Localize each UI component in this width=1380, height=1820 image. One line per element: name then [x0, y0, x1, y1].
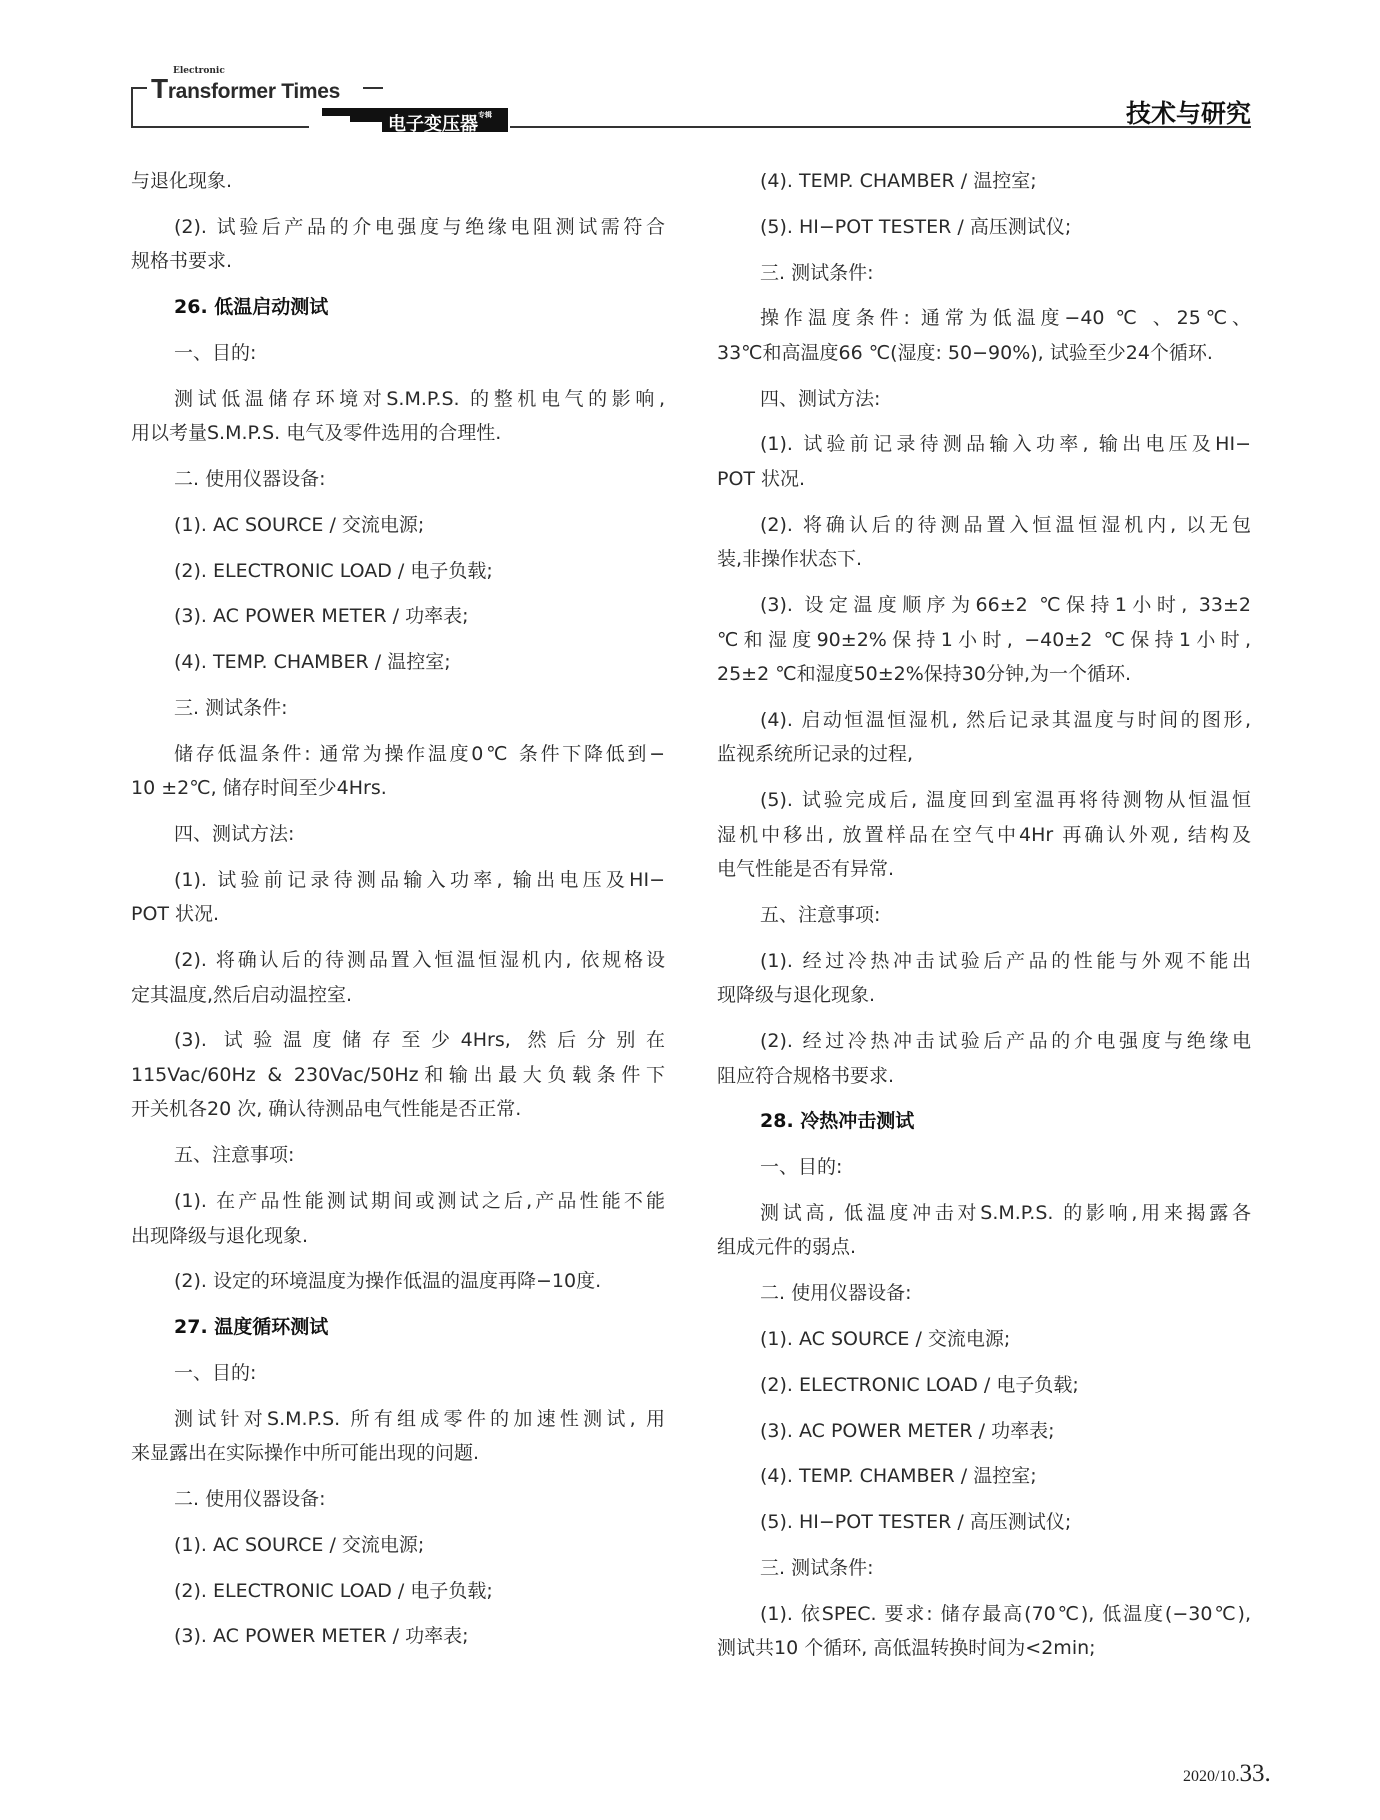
text-line: (2). 经过冷热冲击试验后产品的介电强度与绝缘电: [760, 1030, 1251, 1053]
text-line: 测试低温储存环境对S.M.P.S. 的整机电气的影响,: [174, 387, 665, 410]
paragraph: [717, 1196, 1251, 1265]
text-line: 三. 测试条件:: [760, 261, 874, 284]
left-column: [131, 164, 665, 1665]
text-line: (3). AC POWER METER / 功率表;: [174, 1625, 469, 1648]
paragraph: [131, 1023, 665, 1127]
section-heading: [131, 1310, 665, 1345]
text-line: ℃和湿度90±2%保持1小时, −40±2 ℃保持1小时,: [717, 628, 1251, 651]
issue-date: 2020/10.: [1183, 1768, 1240, 1785]
text-line: (4). 启动恒温恒湿机, 然后记录其温度与时间的图形,: [760, 708, 1251, 731]
paragraph: [131, 1184, 665, 1253]
text-line: 开关机各20 次, 确认待测品电气性能是否正常.: [131, 1098, 522, 1121]
paragraph: [717, 210, 1251, 245]
paragraph: [131, 164, 665, 199]
paragraph: [717, 1414, 1251, 1449]
brand-name: 电子变压器: [388, 114, 478, 135]
text-line: POT 状况.: [131, 903, 220, 926]
section-heading: [131, 290, 665, 325]
logo-dash-left: [131, 87, 147, 89]
brand-chinese: [388, 110, 492, 136]
text-line: (2). ELECTRONIC LOAD / 电子负载;: [174, 559, 493, 582]
text-line: (2). 试验后产品的介电强度与绝缘电阻测试需符合: [174, 215, 665, 238]
text-line: 三. 测试条件:: [174, 696, 288, 719]
paragraph: [131, 336, 665, 371]
text-line: (5). HI−POT TESTER / 高压测试仪;: [760, 215, 1072, 238]
text-line: 二. 使用仪器设备:: [174, 1488, 326, 1511]
text-line: (3). 试验温度储存至少4Hrs, 然后分别在: [174, 1029, 665, 1052]
header-rule-vertical: [131, 87, 133, 127]
paragraph: [717, 1551, 1251, 1586]
paragraph: [717, 1150, 1251, 1185]
paragraph: [717, 944, 1251, 1013]
section-heading: [717, 1104, 1251, 1139]
text-line: 115Vac/60Hz & 230Vac/50Hz和输出最大负载条件下: [131, 1063, 665, 1086]
paragraph: [131, 737, 665, 806]
logo-rest: ransformer Times: [167, 80, 341, 103]
text-line: 28. 冷热冲击测试: [760, 1110, 915, 1133]
text-line: (1). 依SPEC. 要求: 储存最高(70℃), 低温度(−30℃),: [760, 1602, 1251, 1625]
paragraph: [131, 691, 665, 726]
text-line: (1). AC SOURCE / 交流电源;: [174, 513, 425, 536]
paragraph: [717, 783, 1251, 887]
paragraph: [717, 1597, 1251, 1666]
text-line: 三. 测试条件:: [760, 1557, 874, 1580]
text-line: 监视系统所记录的过程,: [717, 743, 914, 766]
text-line: 电气性能是否有异常.: [717, 858, 895, 881]
text-line: 一、目的:: [174, 1361, 257, 1384]
text-line: 测试针对S.M.P.S. 所有组成零件的加速性测试, 用: [174, 1407, 665, 1430]
paragraph: [717, 382, 1251, 417]
paragraph: [717, 427, 1251, 496]
paragraph: [717, 508, 1251, 577]
text-line: 26. 低温启动测试: [174, 296, 329, 319]
paragraph: [131, 599, 665, 634]
paragraph: [717, 1368, 1251, 1403]
text-line: 与退化现象.: [131, 170, 233, 192]
paragraph: [717, 588, 1251, 692]
text-line: (3). AC POWER METER / 功率表;: [760, 1419, 1055, 1442]
text-line: 规格书要求.: [131, 250, 233, 273]
paragraph: [131, 1619, 665, 1654]
paragraph: [131, 1356, 665, 1391]
paragraph: [131, 1574, 665, 1609]
paragraph: [717, 1276, 1251, 1311]
paragraph: [131, 1402, 665, 1471]
text-line: 储存低温条件: 通常为操作温度0℃ 条件下降低到−: [174, 742, 665, 765]
page-footer: [1183, 1760, 1271, 1788]
paragraph: [717, 256, 1251, 291]
text-line: 用以考量S.M.P.S. 电气及零件选用的合理性.: [131, 422, 502, 445]
text-line: 四、测试方法:: [760, 387, 881, 410]
page-number: 33.: [1239, 1760, 1271, 1787]
text-line: POT 状况.: [717, 467, 806, 490]
paragraph: [131, 554, 665, 589]
text-line: (1). AC SOURCE / 交流电源;: [760, 1328, 1011, 1351]
text-line: 操作温度条件: 通常为低温度−40 ℃ 、25℃、: [760, 307, 1251, 330]
logo-title: [151, 73, 340, 105]
text-line: 五、注意事项:: [760, 903, 881, 926]
text-line: 10 ±2℃, 储存时间至少4Hrs.: [131, 777, 387, 800]
text-line: (4). TEMP. CHAMBER / 温控室;: [174, 651, 451, 674]
paragraph: [131, 210, 665, 279]
text-line: 四、测试方法:: [174, 823, 295, 846]
text-line: 定其温度,然后启动温控室.: [131, 983, 353, 1006]
paragraph: [131, 817, 665, 852]
paragraph: [131, 943, 665, 1012]
text-line: (1). 在产品性能测试期间或测试之后,产品性能不能: [174, 1190, 665, 1213]
paragraph: [717, 898, 1251, 933]
paragraph: [717, 1024, 1251, 1093]
paragraph: [717, 1505, 1251, 1540]
text-line: (1). 试验前记录待测品输入功率, 输出电压及HI−: [174, 868, 665, 891]
section-title: 技术与研究: [1125, 99, 1251, 128]
text-line: 一、目的:: [760, 1156, 843, 1179]
text-line: (4). TEMP. CHAMBER / 温控室;: [760, 170, 1037, 192]
text-line: (1). 试验前记录待测品输入功率, 输出电压及HI−: [760, 433, 1251, 456]
text-line: 一、目的:: [174, 341, 257, 364]
paragraph: [131, 462, 665, 497]
text-line: 33℃和高温度66 ℃(湿度: 50−90%), 试验至少24个循环.: [717, 341, 1213, 364]
paragraph: [717, 301, 1251, 370]
paragraph: [717, 1322, 1251, 1357]
logo-initial: T: [151, 73, 168, 104]
text-line: 测试高, 低温度冲击对S.M.P.S. 的影响,用来揭露各: [760, 1201, 1251, 1224]
text-line: 装,非操作状态下.: [717, 548, 863, 571]
text-line: (3). 设定温度顺序为66±2 ℃保持1小时, 33±2: [760, 594, 1251, 617]
paragraph: [131, 645, 665, 680]
text-line: (1). AC SOURCE / 交流电源;: [174, 1533, 425, 1556]
paragraph: [717, 1459, 1251, 1494]
text-line: (3). AC POWER METER / 功率表;: [174, 605, 469, 628]
text-line: (1). 经过冷热冲击试验后产品的性能与外观不能出: [760, 949, 1251, 972]
text-line: (2). 设定的环境温度为操作低温的温度再降−10度.: [174, 1270, 602, 1293]
text-line: 二. 使用仪器设备:: [174, 467, 326, 490]
right-column: [717, 164, 1251, 1677]
text-line: (2). ELECTRONIC LOAD / 电子负载;: [174, 1579, 493, 1602]
paragraph: [131, 863, 665, 932]
text-line: 湿机中移出, 放置样品在空气中4Hr 再确认外观, 结构及: [717, 823, 1251, 846]
text-line: (5). HI−POT TESTER / 高压测试仪;: [760, 1511, 1072, 1534]
text-line: (4). TEMP. CHAMBER / 温控室;: [760, 1465, 1037, 1488]
paragraph: [131, 1528, 665, 1563]
paragraph: [131, 382, 665, 451]
text-line: 阻应符合规格书要求.: [717, 1064, 895, 1087]
brand-tag: 专辑: [478, 111, 492, 119]
paragraph: [131, 508, 665, 543]
text-line: (2). 将确认后的待测品置入恒温恒湿机内, 以无包: [760, 513, 1251, 536]
text-line: 二. 使用仪器设备:: [760, 1282, 912, 1305]
text-line: 测试共10 个循环, 高低温转换时间为<2min;: [717, 1637, 1096, 1660]
text-line: 出现降级与退化现象.: [131, 1224, 309, 1247]
logo-dash-right: [363, 87, 383, 89]
paragraph: [131, 1482, 665, 1517]
paragraph: [717, 164, 1251, 199]
paragraph: [131, 1264, 665, 1299]
paragraph: [717, 703, 1251, 772]
text-line: (2). 将确认后的待测品置入恒温恒湿机内, 依规格设: [174, 949, 665, 972]
text-line: 25±2 ℃和湿度50±2%保持30分钟,为一个循环.: [717, 663, 1132, 686]
text-line: (5). 试验完成后, 温度回到室温再将待测物从恒温恒: [760, 789, 1251, 812]
text-line: 五、注意事项:: [174, 1144, 295, 1167]
text-line: 现降级与退化现象.: [717, 984, 876, 1007]
text-line: 27. 温度循环测试: [174, 1316, 329, 1339]
text-line: (2). ELECTRONIC LOAD / 电子负载;: [760, 1373, 1079, 1396]
paragraph: [131, 1138, 665, 1173]
text-line: 来显露出在实际操作中所可能出现的问题.: [131, 1442, 480, 1465]
header-rule-left: [131, 126, 309, 128]
text-line: 组成元件的弱点.: [717, 1236, 857, 1259]
logo-electronic: Electronic: [173, 66, 225, 76]
